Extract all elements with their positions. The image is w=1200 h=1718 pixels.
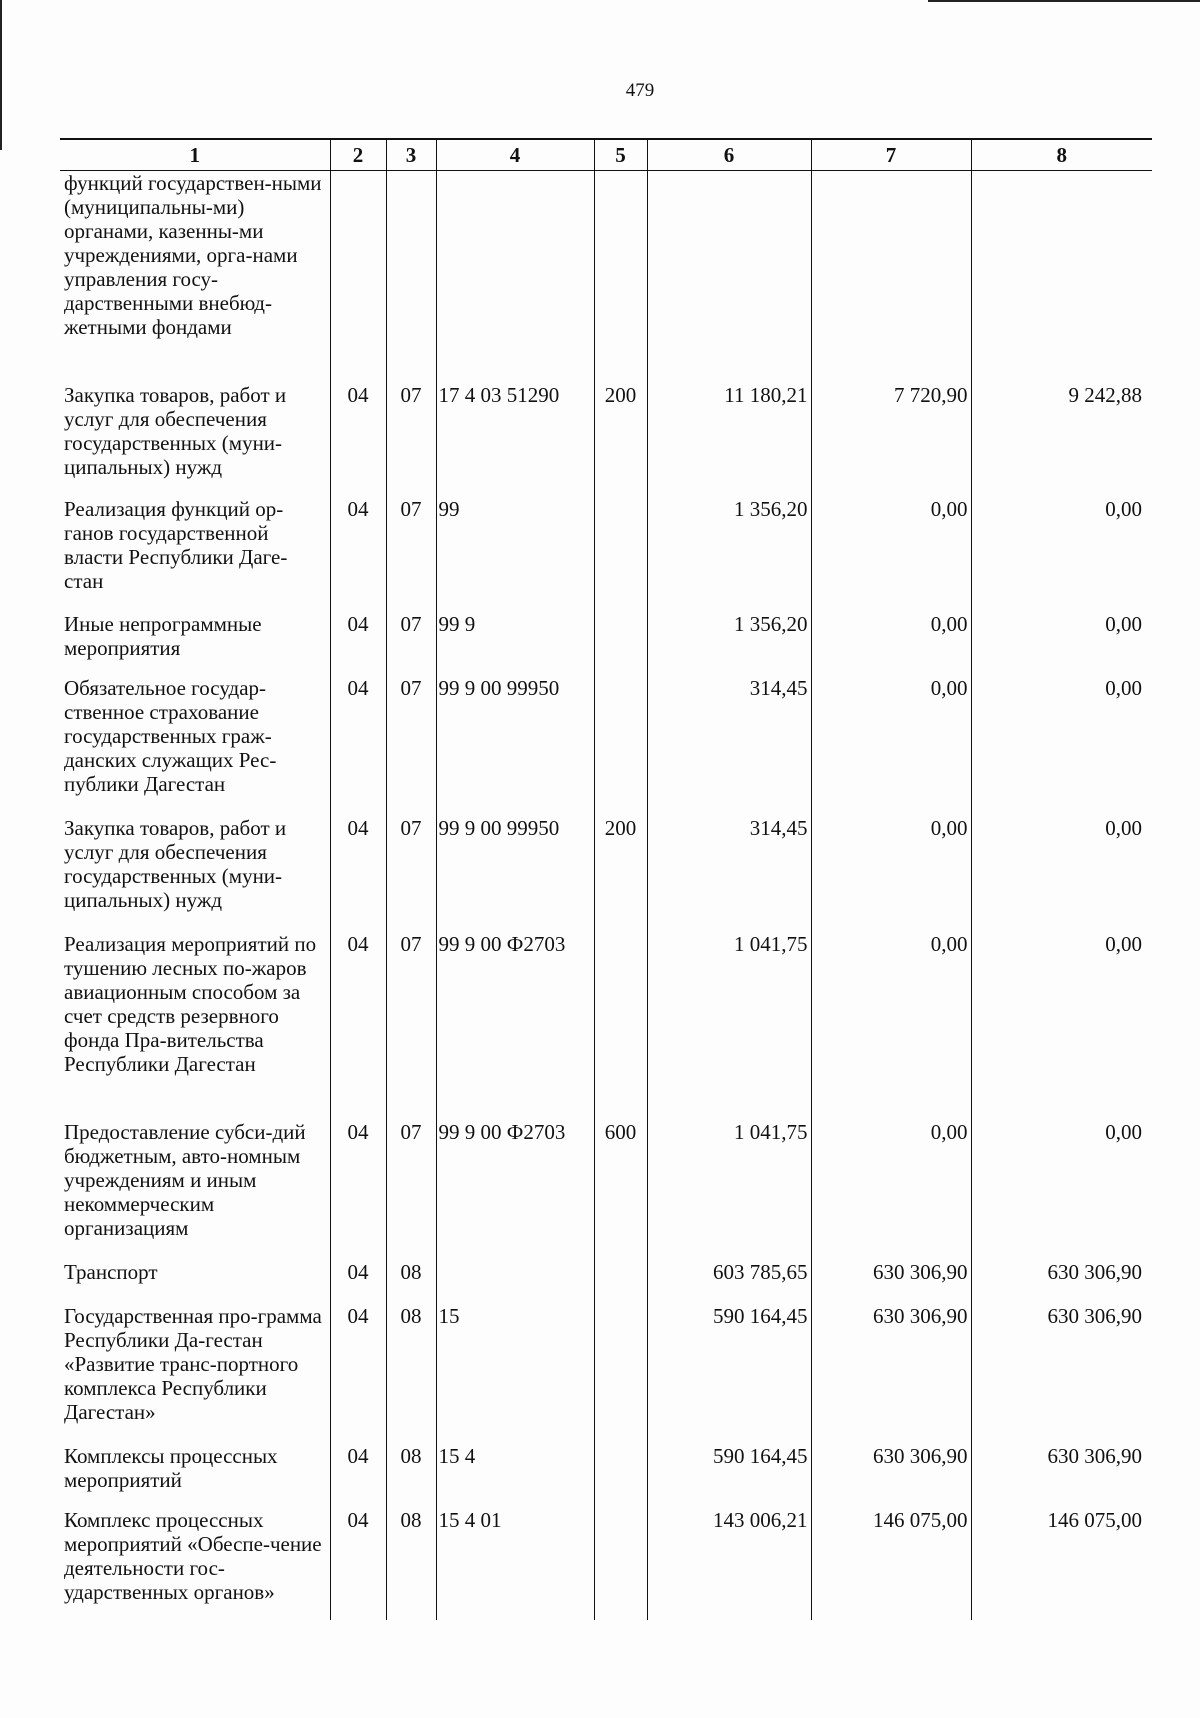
row-chapter: 04 <box>330 1508 386 1620</box>
row-year-3: 146 075,00 <box>971 1508 1152 1620</box>
row-name: функций государствен-ными (муниципальны-ми) органами, казенны-ми учреждениями, орга-нами управления госу-дарственными внебюд-жетными фондами <box>64 171 322 339</box>
row-year-2: 146 075,00 <box>811 1508 971 1620</box>
row-name: Закупка товаров, работ и услуг для обеспечения государственных (муни-ципальных) нужд <box>64 382 287 479</box>
row-expense-type <box>594 1260 647 1304</box>
row-section: 08 <box>386 1444 436 1508</box>
row-chapter: 04 <box>330 932 386 1120</box>
row-year-3: 0,00 <box>971 816 1152 932</box>
row-expense-type <box>594 612 647 676</box>
row-chapter <box>330 171 386 383</box>
row-section: 07 <box>386 383 436 497</box>
row-target-code: 17 4 03 51290 <box>436 383 594 497</box>
row-year-3: 0,00 <box>971 612 1152 676</box>
row-year-2: 0,00 <box>811 816 971 932</box>
row-section: 07 <box>386 1120 436 1260</box>
header-col-1: 1 <box>60 139 330 171</box>
row-name: Обязательное государ-ственное страхование государственных граж-данских служащих Рес-публики Дагестан <box>64 675 277 796</box>
row-year-1: 143 006,21 <box>647 1508 811 1620</box>
row-year-2: 0,00 <box>811 932 971 1120</box>
row-year-3 <box>971 171 1152 383</box>
row-target-code: 99 9 00 99950 <box>436 676 594 816</box>
row-year-2: 0,00 <box>811 1120 971 1260</box>
row-year-3: 9 242,88 <box>971 383 1152 497</box>
row-year-3: 0,00 <box>971 932 1152 1120</box>
row-name: Транспорт <box>64 1259 158 1284</box>
table-row <box>60 497 1152 612</box>
row-chapter: 04 <box>330 1444 386 1508</box>
row-name: Иные непрограммные мероприятия <box>64 611 262 660</box>
row-target-code: 15 4 01 <box>436 1508 594 1620</box>
row-target-code <box>436 171 594 383</box>
row-chapter: 04 <box>330 612 386 676</box>
table-row <box>60 1508 1152 1620</box>
table-row <box>60 1260 1152 1304</box>
row-section: 07 <box>386 497 436 612</box>
row-target-code: 15 4 <box>436 1444 594 1508</box>
row-target-code: 99 <box>436 497 594 612</box>
table-row <box>60 383 1152 497</box>
row-target-code: 99 9 00 Ф2703 <box>436 932 594 1120</box>
row-expense-type <box>594 171 647 383</box>
header-row <box>60 139 1152 171</box>
row-expense-type <box>594 676 647 816</box>
row-expense-type: 600 <box>594 1120 647 1260</box>
row-year-1: 1 356,20 <box>647 612 811 676</box>
table-row <box>60 816 1152 932</box>
row-year-2: 630 306,90 <box>811 1304 971 1444</box>
row-section: 07 <box>386 676 436 816</box>
table-row <box>60 932 1152 1120</box>
row-target-code: 99 9 00 Ф2703 <box>436 1120 594 1260</box>
row-target-code <box>436 1260 594 1304</box>
header-col-4: 4 <box>436 139 594 171</box>
header-col-6: 6 <box>647 139 811 171</box>
row-chapter: 04 <box>330 383 386 497</box>
row-year-1: 314,45 <box>647 816 811 932</box>
table-row <box>60 1444 1152 1508</box>
row-target-code: 99 9 <box>436 612 594 676</box>
row-section <box>386 171 436 383</box>
row-year-1: 590 164,45 <box>647 1444 811 1508</box>
header-col-7: 7 <box>811 139 971 171</box>
row-target-code: 99 9 00 99950 <box>436 816 594 932</box>
row-chapter: 04 <box>330 676 386 816</box>
row-year-3: 630 306,90 <box>971 1304 1152 1444</box>
row-year-3: 0,00 <box>971 497 1152 612</box>
table-row <box>60 1120 1152 1260</box>
row-chapter: 04 <box>330 1260 386 1304</box>
row-name: Предоставление субси-дий бюджетным, авто-номным учреждениям и иным некоммерческим организациям <box>64 1119 306 1240</box>
row-year-2: 0,00 <box>811 497 971 612</box>
row-name: Закупка товаров, работ и услуг для обеспечения государственных (муни-ципальных) нужд <box>64 815 287 912</box>
row-year-2: 7 720,90 <box>811 383 971 497</box>
table-row <box>60 171 1152 383</box>
row-year-1: 11 180,21 <box>647 383 811 497</box>
row-section: 07 <box>386 816 436 932</box>
row-target-code: 15 <box>436 1304 594 1444</box>
row-year-3: 630 306,90 <box>971 1260 1152 1304</box>
row-year-1: 603 785,65 <box>647 1260 811 1304</box>
row-expense-type <box>594 1508 647 1620</box>
row-year-3: 0,00 <box>971 1120 1152 1260</box>
row-expense-type: 200 <box>594 816 647 932</box>
row-expense-type <box>594 1444 647 1508</box>
row-expense-type: 200 <box>594 383 647 497</box>
row-section: 07 <box>386 612 436 676</box>
row-chapter: 04 <box>330 816 386 932</box>
row-name: Государственная про-грамма Республики Да-гестан «Развитие транс-портного комплекса Республики Дагестан» <box>64 1303 322 1424</box>
row-name: Реализация функций ор-ганов государственной власти Республики Даге-стан <box>64 496 288 593</box>
row-year-2: 630 306,90 <box>811 1260 971 1304</box>
budget-table <box>60 138 1152 1620</box>
row-year-1: 314,45 <box>647 676 811 816</box>
row-year-1: 1 041,75 <box>647 1120 811 1260</box>
row-year-1: 1 041,75 <box>647 932 811 1120</box>
row-year-2 <box>811 171 971 383</box>
row-expense-type <box>594 1304 647 1444</box>
row-chapter: 04 <box>330 497 386 612</box>
header-col-2: 2 <box>330 139 386 171</box>
table-row <box>60 1304 1152 1444</box>
page-number: 479 <box>625 80 655 101</box>
row-name: Комплексы процессных мероприятий <box>64 1443 278 1492</box>
row-section: 08 <box>386 1304 436 1444</box>
header-col-5: 5 <box>594 139 647 171</box>
row-expense-type <box>594 932 647 1120</box>
scan-edge-top <box>928 0 1200 2</box>
row-name: Реализация мероприятий по тушению лесных по-жаров авиационным способом за счет средств резервного фонда Пра-вительства Республики Дагестан <box>64 931 317 1076</box>
table-row <box>60 612 1152 676</box>
row-year-1: 1 356,20 <box>647 497 811 612</box>
row-expense-type <box>594 497 647 612</box>
row-chapter: 04 <box>330 1304 386 1444</box>
header-col-3: 3 <box>386 139 436 171</box>
row-year-2: 0,00 <box>811 676 971 816</box>
header-col-8: 8 <box>971 139 1152 171</box>
row-name: Комплекс процессных мероприятий «Обеспе-чение деятельности гос-ударственных органов» <box>64 1507 322 1604</box>
row-chapter: 04 <box>330 1120 386 1260</box>
scan-edge-left <box>0 0 2 150</box>
row-section: 08 <box>386 1508 436 1620</box>
row-section: 08 <box>386 1260 436 1304</box>
row-section: 07 <box>386 932 436 1120</box>
row-year-1 <box>647 171 811 383</box>
row-year-2: 0,00 <box>811 612 971 676</box>
row-year-3: 630 306,90 <box>971 1444 1152 1508</box>
row-year-1: 590 164,45 <box>647 1304 811 1444</box>
row-year-2: 630 306,90 <box>811 1444 971 1508</box>
row-year-3: 0,00 <box>971 676 1152 816</box>
table-row <box>60 676 1152 816</box>
